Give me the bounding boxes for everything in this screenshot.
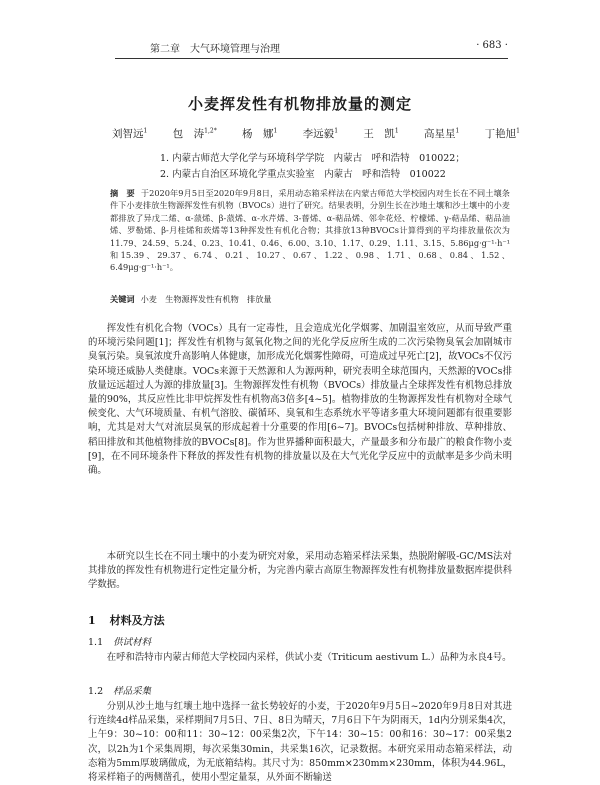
author: 杨 娜$^1$	[242, 127, 278, 140]
subsection-title: 供试材料	[113, 637, 152, 648]
keywords	[110, 294, 510, 305]
keywords-label: 关键词	[110, 294, 135, 304]
author: 王 凯$^1$	[363, 127, 399, 140]
subsection-heading	[88, 683, 151, 697]
body-paragraph: 本研究以生长在不同土壤中的小麦为研究对象，采用动态箱采样法采集，热脱附解吸-GC/MS法对其排放的挥发性有机物进行定性定量分析，为完善内蒙古高原生物源挥发性有机物排放量数据库提供科学数据。	[88, 551, 512, 591]
body-paragraph: 挥发性有机化合物（VOCs）具有一定毒性，且会造成光化学烟雾、加剧温室效应，从而导致严重的环境污染问题[1]；挥发性有机物与氮氧化物之间的光化学反应所生成的二次污染物臭氧会加剧城市臭氧污染。臭氧浓度升高影响人体健康，加形成光化烟雾性障碍，可造成过早死亡[2]，故VOCs不仅污染环境还威胁人类健康。VOCs来源于天然源和人为源两种，研究表明全球范围内，天然源的VOCs排放量远远超过人为源的排放量[3]。生物源挥发性有机物（BVOCs）排放量占全球挥发性有机物总排放量的90%，其反应性比非甲烷挥发性有机物高3倍多[4~5]。植物排放的生物源挥发性有机物对全球气候变化、大气环境质量、有机气溶胶、碳循环、臭氧和生态系统水平等诸多重大环境问题都有很重要影响，尤其是对大气对流层臭氧的形成起着十分重要的作用[6~7]。BVOCs包括树种排放、草种排放、稻田排放和其他植物排放的BVOCs[8]。作为世界播种面积最大，产量最多和分布最广的粮食作物小麦[9]，在不同环境条件下释放的挥发性有机物的排放量以及在大气光化学反应中的贡献率是多少尚未明确。	[88, 323, 512, 477]
body-paragraph: 分别从沙土地与红壤土地中选择一盆长势较好的小麦，于2020年9月5日~2020年9月8日对其进行连续4d样品采集，采样期间7月5日、7日、8日为晴天，7月6日下午为阴雨天，1d内分别采集4次，上午9：30~10：00和11：30~12：00采集2次，下午14：30~15：00和16：30~17：00采集2次，以2h为1个采集周期，每次采集30min，共采集16次，记录数据。本研究采用动态箱采样法，动态箱为5mm厚玻璃做成，为无底箱结构。其尺寸为：850mm×230mm×230mm，体积为44.96L，将采样箱子的两侧凿孔，使用小型定量泵，从外面不断输送	[88, 701, 512, 784]
author: 丁艳旭$^1$	[484, 127, 520, 140]
subsection-number: 1.1	[88, 637, 104, 648]
subsection-title: 样品采集	[113, 686, 152, 697]
section-heading	[88, 612, 165, 628]
header-rule	[115, 58, 508, 59]
section-number: 1	[88, 614, 96, 627]
running-head-chapter: 第二章 大气环境管理与治理	[150, 44, 280, 55]
abstract	[110, 187, 510, 274]
subsection-number: 1.2	[88, 686, 104, 697]
page-number: · 683 ·	[476, 40, 508, 51]
running-head	[0, 40, 600, 56]
subsection-heading	[88, 634, 151, 648]
affiliation: 1. 内蒙古师范大学化学与环境科学学院 内蒙古 呼和浩特 010022；	[160, 153, 465, 164]
keywords-text: 小麦 生物源挥发性有机物 排放量	[140, 294, 272, 304]
paper-title: 小麦挥发性有机物排放量的测定	[187, 95, 412, 113]
author-list	[112, 126, 520, 141]
section-title: 材料及方法	[109, 614, 165, 627]
affiliation: 2. 内蒙古自治区环境化学重点实验室 内蒙古 呼和浩特 010022	[160, 169, 446, 180]
abstract-text: 于2020年9月5日至2020年9月8日，采用动态箱采样法在内蒙古师范大学校园内对生长在不同土壤条件下小麦排放生物源挥发性有机物（BVOCs）进行了研究。结果表明，分别生长在沙地土壤和沙土壤中的小麦都排放了异戊二烯、α-蒎烯、β-蒎烯、α-水芹烯、3-蒈烯、α-萜品烯、邻伞花烃、柠檬烯、γ-萜品烯、萜品油烯、罗勒烯、β-月桂烯和莰烯等13种挥发性有机化合物；其排放13种BVOCs计算得到的平均排放量依次为11.79、24.59、5.24、0.23、10.41、0.46、6.00、3.10、1.17、0.29、1.11、3.15、5.86μg·g⁻¹·h⁻¹和15.39、29.37、6.74、0.21、10.27、0.67、1.22、0.98、1.71、0.68、0.84、1.52、6.49μg·g⁻¹·h⁻¹。	[110, 188, 510, 273]
author: 刘智远$^1$	[112, 127, 148, 140]
author: 高星星$^1$	[424, 127, 460, 140]
abstract-label: 摘 要	[110, 188, 135, 198]
author: 李远毅$^1$	[302, 127, 339, 140]
author: 包 涛$^{1,2*}$	[172, 127, 217, 140]
body-paragraph: 在呼和浩特市内蒙古师范大学校园内采样，供试小麦（Triticum aestivum L.）品种为永良4号。	[106, 652, 512, 663]
